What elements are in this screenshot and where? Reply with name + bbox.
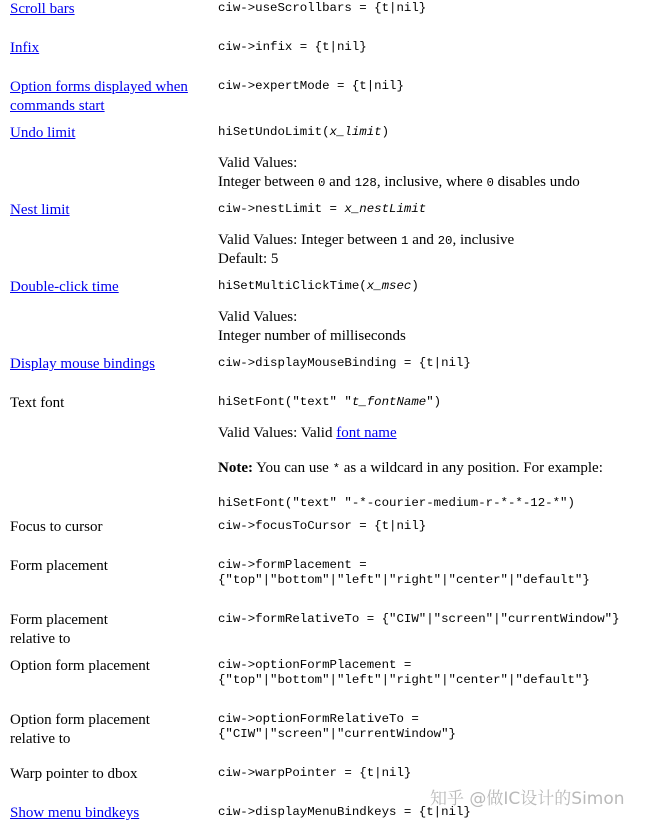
watermark: 知乎 @做IC设计的Simon xyxy=(430,789,625,809)
nest-limit-valid-text-2: and xyxy=(408,232,438,248)
double-click-valid-heading: Valid Values: xyxy=(218,309,298,325)
option-form-relative-to-label-line2: relative to xyxy=(10,731,71,747)
show-menu-bindkeys-code: ciw->displayMenuBindkeys = {t|nil} xyxy=(218,805,471,819)
double-click-time-code xyxy=(218,279,663,294)
warp-pointer-code: ciw->warpPointer = {t|nil} xyxy=(218,766,412,780)
text-font-valid-values xyxy=(218,424,663,443)
form-relative-to-code: ciw->formRelativeTo = {"CIW"|"screen"|"currentWindow"} xyxy=(218,612,620,626)
undo-limit-valid-text-3: , inclusive, where xyxy=(376,174,487,190)
text-font-note-wildcard: * xyxy=(332,462,341,476)
nest-limit-valid-text-1: Valid Values: Integer between xyxy=(218,232,401,248)
form-relative-to-label-line2: relative to xyxy=(10,631,71,647)
expert-mode-label xyxy=(10,78,210,116)
option-form-relative-to-code-line2: {"CIW"|"screen"|"currentWindow"} xyxy=(218,727,456,741)
focus-to-cursor-code: ciw->focusToCursor = {t|nil} xyxy=(218,519,427,533)
undo-limit-code-param: x_limit xyxy=(329,125,382,139)
undo-limit-code-suffix: ) xyxy=(381,125,390,139)
double-click-code-prefix: hiSetMultiClickTime( xyxy=(218,279,367,293)
undo-limit-valid-values xyxy=(218,173,663,193)
double-click-code-suffix: ) xyxy=(411,279,419,293)
text-font-note xyxy=(218,459,663,479)
text-font-note-text-2: as a wildcard in any position. For example: xyxy=(340,460,603,476)
double-click-time-link[interactable]: Double-click time xyxy=(10,279,119,295)
text-font-code xyxy=(218,395,663,410)
nest-limit-link[interactable]: Nest limit xyxy=(10,202,70,218)
form-relative-to-label-line1: Form placement xyxy=(10,612,108,628)
text-font-example-code: hiSetFont("text" "-*-courier-medium-r-*-*-12-*") xyxy=(218,496,575,510)
undo-limit-valid-max: 128 xyxy=(354,176,377,190)
nest-limit-default: Default: 5 xyxy=(218,251,279,267)
option-form-relative-to-code-line1: ciw->optionFormRelativeTo = xyxy=(218,712,419,726)
form-placement-label: Form placement xyxy=(10,558,108,574)
option-form-placement-label: Option form placement xyxy=(10,658,150,674)
undo-limit-valid-text-2: and xyxy=(325,174,355,190)
expert-mode-link-line2: commands start xyxy=(10,98,105,114)
nest-limit-valid-text-3: , inclusive xyxy=(452,232,515,248)
text-font-code-suffix: ") xyxy=(426,395,442,409)
undo-limit-valid-text-1: Integer between xyxy=(218,174,318,190)
undo-limit-valid-min: 0 xyxy=(317,176,326,190)
undo-limit-valid-text-4: disables undo xyxy=(493,174,580,190)
undo-limit-code xyxy=(218,125,663,140)
text-font-code-param: t_fontName xyxy=(351,395,427,409)
nest-limit-code-prefix: ciw->nestLimit = xyxy=(218,202,345,216)
nest-limit-code-param: x_nestLimit xyxy=(344,202,427,216)
undo-limit-link[interactable]: Undo limit xyxy=(10,125,76,141)
text-font-label: Text font xyxy=(10,395,65,411)
form-placement-code-line1: ciw->formPlacement = xyxy=(218,558,367,572)
text-font-code-prefix: hiSetFont("text" " xyxy=(218,395,352,409)
infix-link[interactable]: Infix xyxy=(10,40,40,56)
display-mouse-bindings-link[interactable]: Display mouse bindings xyxy=(10,356,155,372)
expert-mode-link-line1: Option forms displayed when xyxy=(10,79,188,95)
nest-limit-valid-max: 20 xyxy=(437,234,453,248)
focus-to-cursor-label: Focus to cursor xyxy=(10,519,103,535)
undo-limit-valid-heading: Valid Values: xyxy=(218,155,298,171)
nest-limit-code xyxy=(218,202,663,217)
warp-pointer-label: Warp pointer to dbox xyxy=(10,766,138,782)
text-font-note-text-1: You can use xyxy=(252,460,333,476)
option-form-placement-code-line1: ciw->optionFormPlacement = xyxy=(218,658,412,672)
option-form-placement-code-line2: {"top"|"bottom"|"left"|"right"|"center"|"default"} xyxy=(218,673,590,687)
show-menu-bindkeys-link[interactable]: Show menu bindkeys xyxy=(10,805,140,821)
font-name-link[interactable]: font name xyxy=(336,425,397,441)
undo-limit-code-prefix: hiSetUndoLimit( xyxy=(218,125,330,139)
infix-code: ciw->infix = {t|nil} xyxy=(218,40,367,54)
form-relative-to-label xyxy=(10,611,210,649)
double-click-code-param: x_msec xyxy=(366,279,412,293)
scroll-bars-link[interactable]: Scroll bars xyxy=(10,1,75,17)
scroll-bars-code: ciw->useScrollbars = {t|nil} xyxy=(218,1,427,15)
undo-limit-valid-zero: 0 xyxy=(486,176,494,190)
nest-limit-valid-min: 1 xyxy=(401,234,409,248)
form-placement-code-line2: {"top"|"bottom"|"left"|"right"|"center"|"default"} xyxy=(218,573,590,587)
option-form-relative-to-label xyxy=(10,711,210,749)
text-font-note-bold: Note: xyxy=(218,460,253,476)
double-click-valid-text: Integer number of milliseconds xyxy=(218,328,406,344)
nest-limit-valid-values xyxy=(218,231,663,251)
display-mouse-bindings-code: ciw->displayMouseBinding = {t|nil} xyxy=(218,356,471,370)
option-form-relative-to-label-line1: Option form placement xyxy=(10,712,150,728)
text-font-valid-prefix: Valid Values: Valid xyxy=(218,425,337,441)
expert-mode-code: ciw->expertMode = {t|nil} xyxy=(218,79,404,93)
expert-mode-link[interactable] xyxy=(10,79,188,114)
